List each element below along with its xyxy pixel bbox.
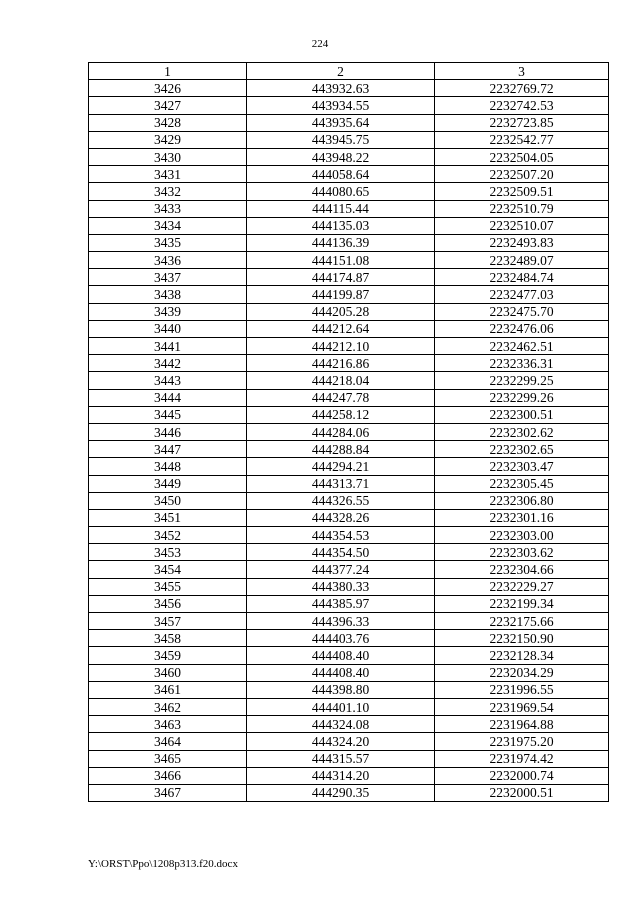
point-number-cell: 3428	[89, 114, 247, 131]
table-row	[89, 338, 609, 355]
point-number-cell: 3432	[89, 183, 247, 200]
x-coordinate-cell: 444398.80	[247, 681, 435, 698]
table-row	[89, 716, 609, 733]
point-number-cell: 3447	[89, 441, 247, 458]
point-number-cell: 3427	[89, 97, 247, 114]
table-row	[89, 234, 609, 251]
y-coordinate-cell: 2232484.74	[435, 269, 609, 286]
y-coordinate-cell: 2232489.07	[435, 252, 609, 269]
y-coordinate-cell: 2232299.26	[435, 389, 609, 406]
point-number-cell: 3440	[89, 320, 247, 337]
header-row	[89, 63, 609, 80]
point-number-cell: 3436	[89, 252, 247, 269]
point-number-cell: 3457	[89, 613, 247, 630]
point-number-cell: 3455	[89, 578, 247, 595]
x-coordinate-cell: 444328.26	[247, 509, 435, 526]
y-coordinate-cell: 2232034.29	[435, 664, 609, 681]
x-coordinate-cell: 444315.57	[247, 750, 435, 767]
table-row	[89, 441, 609, 458]
point-number-cell: 3435	[89, 234, 247, 251]
x-coordinate-cell: 444174.87	[247, 269, 435, 286]
file-path: Y:\ORST\Ppo\1208p313.f20.docx	[88, 858, 238, 870]
y-coordinate-cell: 2232303.00	[435, 527, 609, 544]
table-row	[89, 166, 609, 183]
y-coordinate-cell: 2232229.27	[435, 578, 609, 595]
x-coordinate-cell: 444380.33	[247, 578, 435, 595]
point-number-cell: 3448	[89, 458, 247, 475]
table-row	[89, 148, 609, 165]
x-coordinate-cell: 443948.22	[247, 148, 435, 165]
table-row	[89, 698, 609, 715]
point-number-cell: 3453	[89, 544, 247, 561]
x-coordinate-cell: 444058.64	[247, 166, 435, 183]
y-coordinate-cell: 2232000.51	[435, 784, 609, 801]
point-number-cell: 3467	[89, 784, 247, 801]
y-coordinate-cell: 2232509.51	[435, 183, 609, 200]
point-number-cell: 3437	[89, 269, 247, 286]
table-row	[89, 544, 609, 561]
table-row	[89, 784, 609, 801]
table-row	[89, 372, 609, 389]
coordinates-table	[88, 62, 609, 802]
x-coordinate-cell: 444218.04	[247, 372, 435, 389]
table-row	[89, 423, 609, 440]
y-coordinate-cell: 2232336.31	[435, 355, 609, 372]
point-number-cell: 3462	[89, 698, 247, 715]
table-row	[89, 578, 609, 595]
point-number-cell: 3430	[89, 148, 247, 165]
point-number-cell: 3445	[89, 406, 247, 423]
x-coordinate-cell: 444284.06	[247, 423, 435, 440]
point-number-cell: 3429	[89, 131, 247, 148]
point-number-cell: 3443	[89, 372, 247, 389]
table-row	[89, 286, 609, 303]
point-number-cell: 3438	[89, 286, 247, 303]
x-coordinate-cell: 443935.64	[247, 114, 435, 131]
y-coordinate-cell: 2232199.34	[435, 595, 609, 612]
table-row	[89, 320, 609, 337]
table-row	[89, 114, 609, 131]
y-coordinate-cell: 2232303.47	[435, 458, 609, 475]
table-body	[89, 80, 609, 802]
y-coordinate-cell: 2232304.66	[435, 561, 609, 578]
x-coordinate-cell: 444247.78	[247, 389, 435, 406]
table-row	[89, 475, 609, 492]
point-number-cell: 3442	[89, 355, 247, 372]
x-coordinate-cell: 444216.86	[247, 355, 435, 372]
point-number-cell: 3465	[89, 750, 247, 767]
x-coordinate-cell: 444294.21	[247, 458, 435, 475]
y-coordinate-cell: 2232510.07	[435, 217, 609, 234]
column-header-1: 1	[89, 63, 247, 80]
table-row	[89, 613, 609, 630]
table-row	[89, 389, 609, 406]
page-number: 224	[311, 38, 329, 50]
point-number-cell: 3444	[89, 389, 247, 406]
point-number-cell: 3459	[89, 647, 247, 664]
table-row	[89, 561, 609, 578]
point-number-cell: 3451	[89, 509, 247, 526]
table-row	[89, 664, 609, 681]
table-row	[89, 492, 609, 509]
table-row	[89, 458, 609, 475]
table-row	[89, 80, 609, 97]
table-row	[89, 200, 609, 217]
x-coordinate-cell: 444199.87	[247, 286, 435, 303]
y-coordinate-cell: 2231996.55	[435, 681, 609, 698]
y-coordinate-cell: 2232150.90	[435, 630, 609, 647]
point-number-cell: 3439	[89, 303, 247, 320]
y-coordinate-cell: 2231969.54	[435, 698, 609, 715]
x-coordinate-cell: 444385.97	[247, 595, 435, 612]
x-coordinate-cell: 444205.28	[247, 303, 435, 320]
y-coordinate-cell: 2232128.34	[435, 647, 609, 664]
y-coordinate-cell: 2232510.79	[435, 200, 609, 217]
y-coordinate-cell: 2232000.74	[435, 767, 609, 784]
y-coordinate-cell: 2232301.16	[435, 509, 609, 526]
y-coordinate-cell: 2232303.62	[435, 544, 609, 561]
table-row	[89, 131, 609, 148]
x-coordinate-cell: 444212.64	[247, 320, 435, 337]
point-number-cell: 3433	[89, 200, 247, 217]
y-coordinate-cell: 2232769.72	[435, 80, 609, 97]
table-row	[89, 303, 609, 320]
x-coordinate-cell: 443934.55	[247, 97, 435, 114]
y-coordinate-cell: 2232306.80	[435, 492, 609, 509]
x-coordinate-cell: 444396.33	[247, 613, 435, 630]
y-coordinate-cell: 2231974.42	[435, 750, 609, 767]
y-coordinate-cell: 2231964.88	[435, 716, 609, 733]
point-number-cell: 3464	[89, 733, 247, 750]
y-coordinate-cell: 2232299.25	[435, 372, 609, 389]
x-coordinate-cell: 444135.03	[247, 217, 435, 234]
x-coordinate-cell: 443932.63	[247, 80, 435, 97]
point-number-cell: 3456	[89, 595, 247, 612]
table-row	[89, 750, 609, 767]
x-coordinate-cell: 444314.20	[247, 767, 435, 784]
y-coordinate-cell: 2232504.05	[435, 148, 609, 165]
table-row	[89, 183, 609, 200]
x-coordinate-cell: 444401.10	[247, 698, 435, 715]
x-coordinate-cell: 444288.84	[247, 441, 435, 458]
table-row	[89, 509, 609, 526]
table-row	[89, 681, 609, 698]
y-coordinate-cell: 2232493.83	[435, 234, 609, 251]
point-number-cell: 3461	[89, 681, 247, 698]
x-coordinate-cell: 444377.24	[247, 561, 435, 578]
x-coordinate-cell: 444313.71	[247, 475, 435, 492]
table-row	[89, 252, 609, 269]
table-row	[89, 527, 609, 544]
y-coordinate-cell: 2232305.45	[435, 475, 609, 492]
point-number-cell: 3449	[89, 475, 247, 492]
point-number-cell: 3458	[89, 630, 247, 647]
point-number-cell: 3434	[89, 217, 247, 234]
x-coordinate-cell: 444403.76	[247, 630, 435, 647]
y-coordinate-cell: 2232175.66	[435, 613, 609, 630]
x-coordinate-cell: 444408.40	[247, 664, 435, 681]
column-header-3: 3	[435, 63, 609, 80]
x-coordinate-cell: 444324.20	[247, 733, 435, 750]
x-coordinate-cell: 444408.40	[247, 647, 435, 664]
x-coordinate-cell: 444136.39	[247, 234, 435, 251]
y-coordinate-cell: 2232462.51	[435, 338, 609, 355]
point-number-cell: 3466	[89, 767, 247, 784]
x-coordinate-cell: 444326.55	[247, 492, 435, 509]
table-row	[89, 767, 609, 784]
point-number-cell: 3452	[89, 527, 247, 544]
table-row	[89, 269, 609, 286]
x-coordinate-cell: 443945.75	[247, 131, 435, 148]
x-coordinate-cell: 444212.10	[247, 338, 435, 355]
y-coordinate-cell: 2232723.85	[435, 114, 609, 131]
point-number-cell: 3426	[89, 80, 247, 97]
column-header-2: 2	[247, 63, 435, 80]
point-number-cell: 3441	[89, 338, 247, 355]
y-coordinate-cell: 2232507.20	[435, 166, 609, 183]
x-coordinate-cell: 444324.08	[247, 716, 435, 733]
table-row	[89, 217, 609, 234]
x-coordinate-cell: 444354.53	[247, 527, 435, 544]
x-coordinate-cell: 444151.08	[247, 252, 435, 269]
point-number-cell: 3463	[89, 716, 247, 733]
y-coordinate-cell: 2232300.51	[435, 406, 609, 423]
y-coordinate-cell: 2232477.03	[435, 286, 609, 303]
x-coordinate-cell: 444115.44	[247, 200, 435, 217]
table-row	[89, 595, 609, 612]
point-number-cell: 3460	[89, 664, 247, 681]
table-row	[89, 406, 609, 423]
point-number-cell: 3454	[89, 561, 247, 578]
x-coordinate-cell: 444080.65	[247, 183, 435, 200]
table-row	[89, 355, 609, 372]
y-coordinate-cell: 2231975.20	[435, 733, 609, 750]
y-coordinate-cell: 2232302.62	[435, 423, 609, 440]
point-number-cell: 3431	[89, 166, 247, 183]
y-coordinate-cell: 2232742.53	[435, 97, 609, 114]
table-row	[89, 733, 609, 750]
table-row	[89, 630, 609, 647]
table-header	[89, 63, 609, 80]
y-coordinate-cell: 2232542.77	[435, 131, 609, 148]
y-coordinate-cell: 2232475.70	[435, 303, 609, 320]
x-coordinate-cell: 444354.50	[247, 544, 435, 561]
table-row	[89, 647, 609, 664]
y-coordinate-cell: 2232476.06	[435, 320, 609, 337]
y-coordinate-cell: 2232302.65	[435, 441, 609, 458]
point-number-cell: 3450	[89, 492, 247, 509]
x-coordinate-cell: 444258.12	[247, 406, 435, 423]
table-row	[89, 97, 609, 114]
x-coordinate-cell: 444290.35	[247, 784, 435, 801]
point-number-cell: 3446	[89, 423, 247, 440]
